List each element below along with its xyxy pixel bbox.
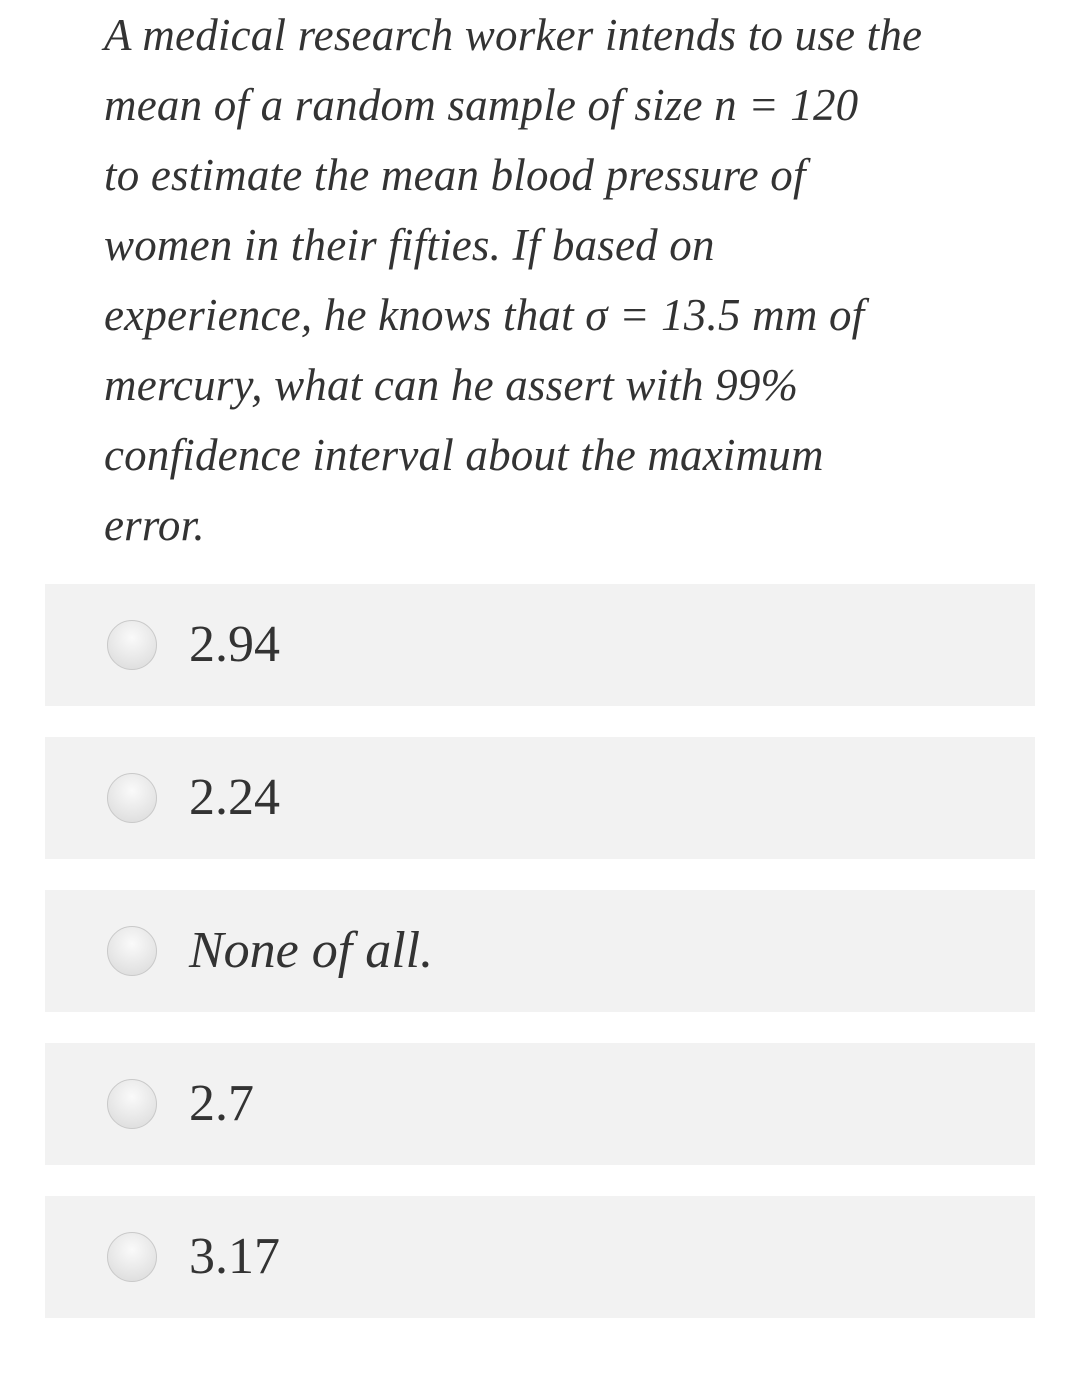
answer-option-label: None of all. bbox=[189, 922, 434, 979]
question-line: women in their fifties. If based on bbox=[104, 220, 715, 270]
question-line: mean of a random sample of size n = 120 bbox=[104, 80, 859, 130]
answer-option-label: 2.94 bbox=[189, 616, 280, 673]
answer-option-3[interactable] bbox=[45, 890, 1035, 1012]
question-text bbox=[104, 0, 1054, 560]
radio-button-icon[interactable] bbox=[107, 1079, 157, 1129]
answer-option-label: 3.17 bbox=[189, 1228, 280, 1285]
answer-option-1[interactable] bbox=[45, 584, 1035, 706]
question-line: A medical research worker intends to use the bbox=[104, 10, 923, 60]
radio-button-icon[interactable] bbox=[107, 1232, 157, 1282]
answer-option-5[interactable] bbox=[45, 1196, 1035, 1318]
answer-options bbox=[45, 584, 1035, 1349]
question-line: error. bbox=[104, 500, 205, 550]
radio-button-icon[interactable] bbox=[107, 620, 157, 670]
answer-option-2[interactable] bbox=[45, 737, 1035, 859]
answer-option-4[interactable] bbox=[45, 1043, 1035, 1165]
answer-option-label: 2.24 bbox=[189, 769, 280, 826]
radio-button-icon[interactable] bbox=[107, 773, 157, 823]
question-line: experience, he knows that σ = 13.5 mm of bbox=[104, 290, 865, 340]
question-line: to estimate the mean blood pressure of bbox=[104, 150, 806, 200]
answer-option-label: 2.7 bbox=[189, 1075, 254, 1132]
question-line: confidence interval about the maximum bbox=[104, 430, 824, 480]
radio-button-icon[interactable] bbox=[107, 926, 157, 976]
question-line: mercury, what can he assert with 99% bbox=[104, 360, 799, 410]
